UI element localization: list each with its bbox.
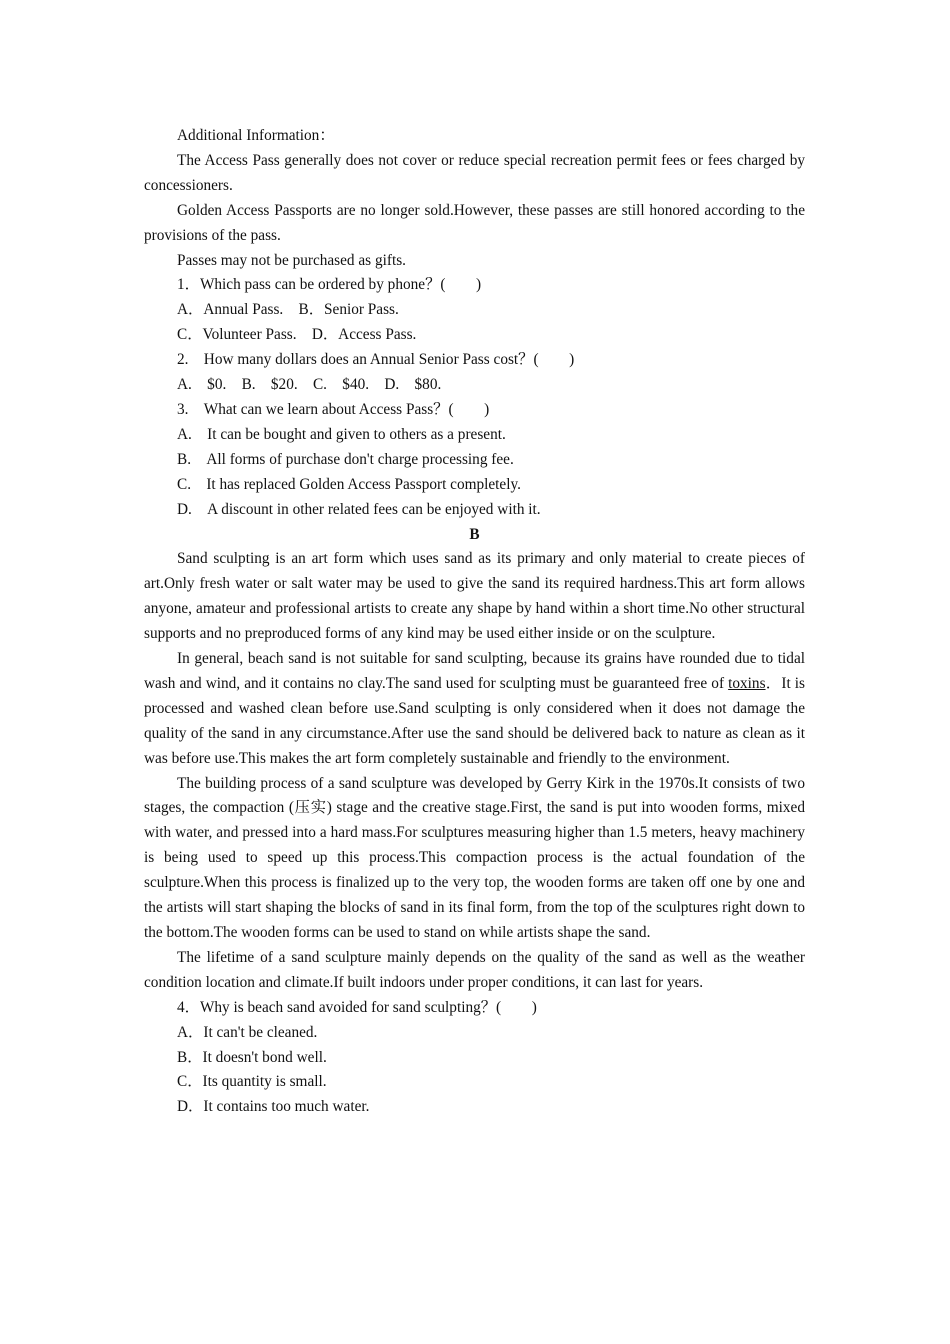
question-4-option-b: B．It doesn't bond well. xyxy=(177,1048,327,1066)
section-b-heading: B xyxy=(469,525,480,543)
gifts-paragraph: Passes may not be purchased as gifts. xyxy=(177,251,406,269)
question-4-option-d: D．It contains too much water. xyxy=(177,1098,370,1116)
access-pass-paragraph: The Access Pass generally does not cover or reduce special recreation permit fees or fees charged by concessioners. xyxy=(144,151,805,194)
question-3-option-c: C. It has replaced Golden Access Passport completely. xyxy=(177,475,521,493)
sand-sculpting-paragraph-4: The lifetime of a sand sculpture mainly depends on the quality of the sand as well as the weather condition location and climate.If built indoors under proper conditions, it can last for years. xyxy=(144,948,805,991)
question-3-option-d: D. A discount in other related fees can be enjoyed with it. xyxy=(177,500,541,518)
sand-sculpting-paragraph-2 xyxy=(144,647,805,772)
question-3-option-b: B. All forms of purchase don't charge processing fee. xyxy=(177,450,514,468)
sand-sculpting-paragraph-1: Sand sculpting is an art form which uses sand as its primary and only material to create pieces of art.Only fresh water or salt water may be used to give the sand its required hardness.This art form allows anyone, amateur and professional artists to create any shape by hand within a short time.No other structural supports and no preproduced forms of any kind may be used either inside or on the sculpture. xyxy=(144,550,805,643)
question-1-options-ab: A．Annual Pass. B．Senior Pass. xyxy=(177,301,399,319)
paragraph-2-text-after: ．It is processed and washed clean before use.Sand sculpting is only considered when it does not damage the quality of the sand in any circumstance.After use the sand should be delivered back to nature as clean as it was before use.This makes the art form completely sustainable and friendly to the environment. xyxy=(144,674,805,767)
question-4-option-a: A．It can't be cleaned. xyxy=(177,1023,318,1041)
question-4-stem: 4．Why is beach sand avoided for sand sculpting？( ) xyxy=(177,998,537,1016)
question-1-options-cd: C．Volunteer Pass. D．Access Pass. xyxy=(177,326,417,344)
underlined-word-toxins: toxins xyxy=(728,674,766,692)
question-1-stem: 1．Which pass can be ordered by phone？( ) xyxy=(177,276,482,294)
paragraph-2-text-before: In general, beach sand is not suitable for sand sculpting, because its grains have rounded due to tidal wash and wind, and it contains no clay.The sand used for sculpting must be guaranteed free of xyxy=(144,650,805,692)
question-3-option-a: A. It can be bought and given to others as a present. xyxy=(177,425,506,443)
sand-sculpting-paragraph-3: The building process of a sand sculpture was developed by Gerry Kirk in the 1970s.It consists of two stages, the compaction (压实) stage and the creative stage.First, the sand is put into wooden forms, mixed with water, and pressed into a hard mass.For sculptures measuring higher than 1.5 meters, heavy machinery is being used to speed up this process.This compaction process is the actual foundation of the sculpture.When this process is finalized up to the very top, the wooden forms are taken off one by one and the artists will start shaping the blocks of sand in its final form, from the top of the sculptures right down to the bottom.The wooden forms can be used to stand on while artists shape the sand. xyxy=(144,774,805,941)
question-3-stem: 3. What can we learn about Access Pass？( ) xyxy=(177,400,490,418)
golden-access-paragraph: Golden Access Passports are no longer sold.However, these passes are still honored according to the provisions of the pass. xyxy=(144,201,805,244)
question-4-option-c: C．Its quantity is small. xyxy=(177,1073,327,1091)
additional-info-heading: Additional Information： xyxy=(177,127,335,144)
question-2-stem: 2. How many dollars does an Annual Senior Pass cost？( ) xyxy=(177,351,575,369)
document-page xyxy=(144,124,805,1120)
question-2-options: A. $0. B. $20. C. $40. D. $80. xyxy=(177,376,442,394)
